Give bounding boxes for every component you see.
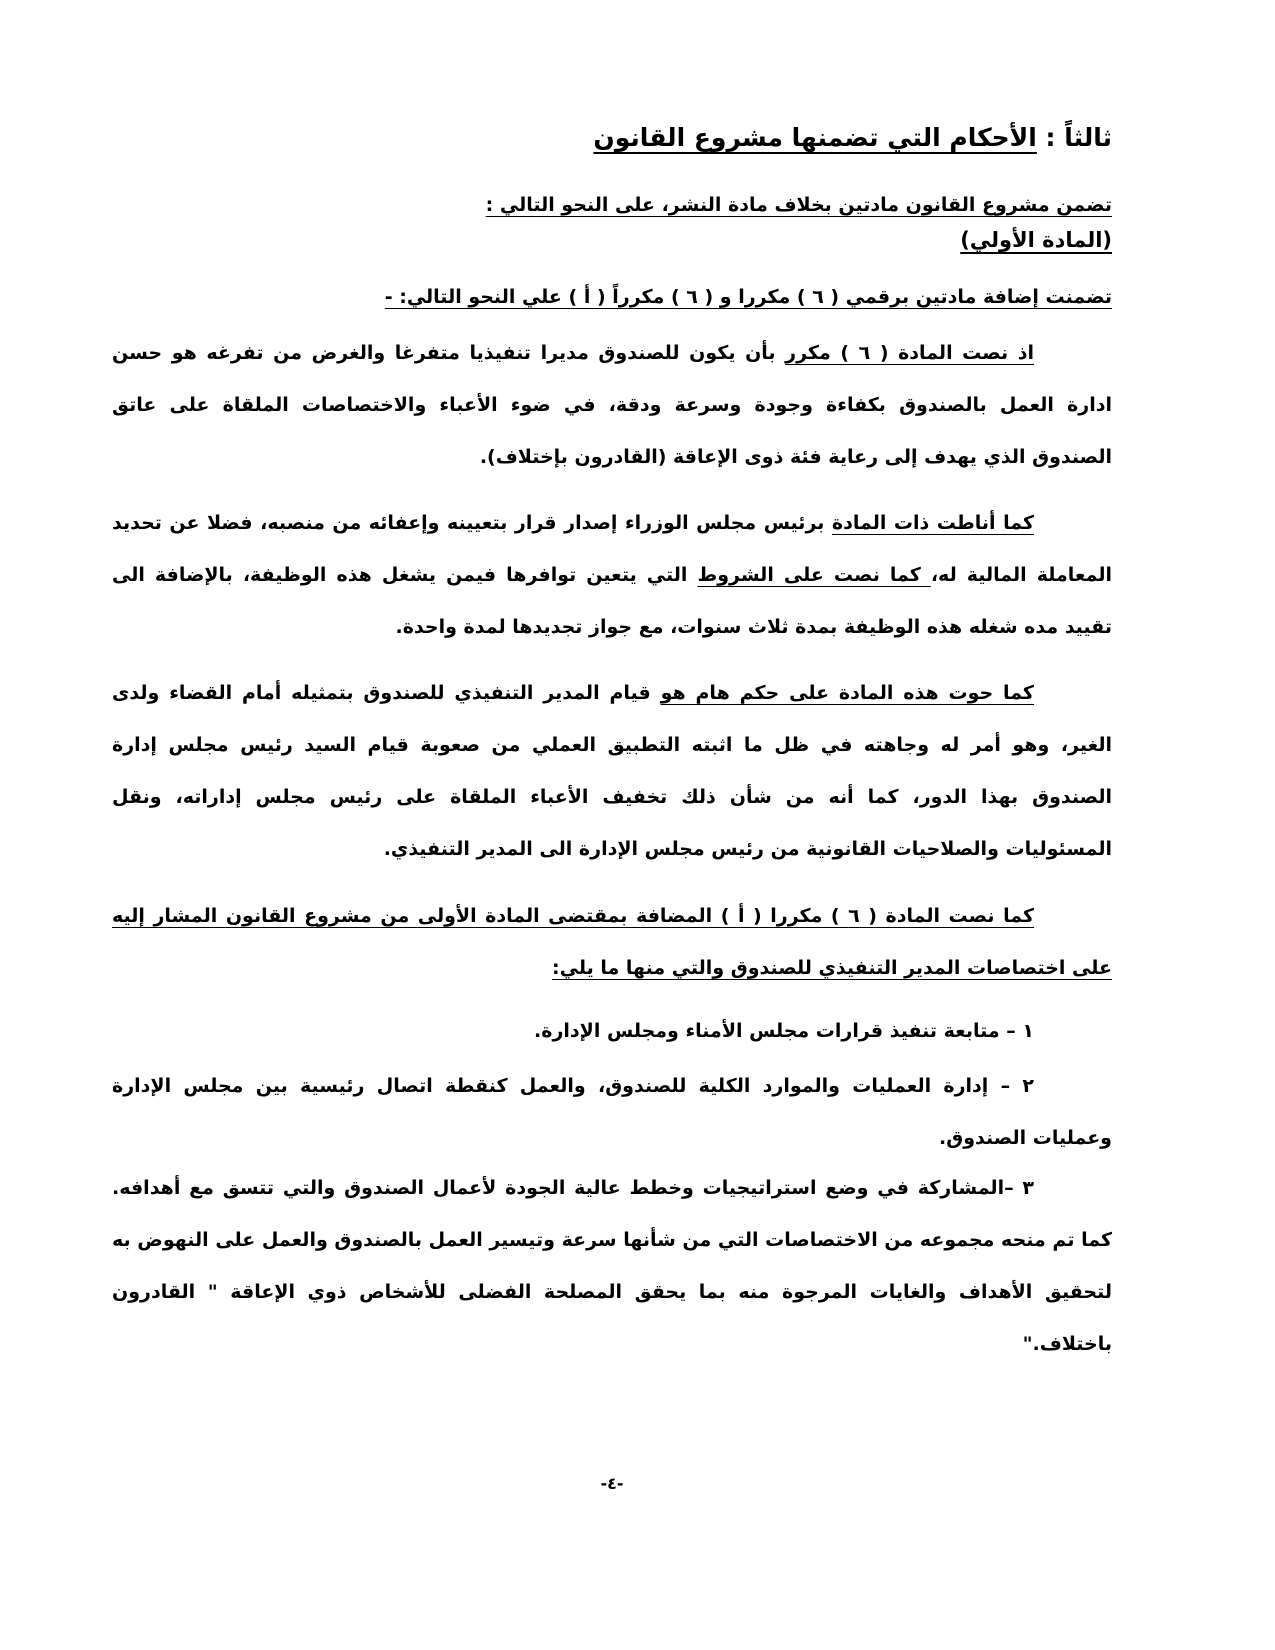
paragraph-2-lead: كما أناطت ذات المادة xyxy=(831,512,1035,534)
paragraph-4-text: كما نصت المادة ( ٦ ) مكررا ( أ ) المضافة بمقتضى المادة الأولى من مشروع القانون المشار إليه على اختصاصات المدير التنفيذي للصندوق والتي منها ما يلي: xyxy=(112,905,1112,979)
document-page xyxy=(112,0,1112,1650)
paragraph-4 xyxy=(112,890,1112,994)
paragraph-2-text-2: التي يتعين توافرها فيمن يشغل هذه الوظيفة، بالإضافة الى تقييد مده شغله هذه الوظيفة بمدة ثلاث سنوات، مع جواز تجديدها لمدة واحدة. xyxy=(112,564,1112,638)
list-item-text: ١ – متابعة تنفيذ قرارات مجلس الأمناء ومجلس الإدارة. xyxy=(534,1020,1034,1042)
intro-heading: تضمن مشروع القانون مادتين بخلاف مادة النشر، على النحو التالي : xyxy=(485,194,1112,216)
list-item xyxy=(112,1060,1112,1164)
list-item-text: ٣ –المشاركة في وضع استراتيجيات وخطط عالية الجودة لأعمال الصندوق والتي تتسق مع أهدافه. كما تم منحه مجموعه من الاختصاصات التي من شأنها سرعة وتيسير العمل بالصندوق والعمل على النهوض به لتحقيق الأهداف والغايات المرجوة منه بما يحقق المصلحة الفضلى للأشخاص ذوي الإعاقة " القادرون باختلاف." xyxy=(112,1177,1112,1355)
list-item xyxy=(112,1005,1112,1057)
paragraph-1-lead: اذ نصت المادة ( ٦ ) مكرر xyxy=(785,342,1035,364)
included-heading: تضمنت إضافة مادتين برقمي ( ٦ ) مكررا و ( ٦ ) مكرراً ( أ ) علي النحو التالي: - xyxy=(384,286,1112,308)
paragraph-3 xyxy=(112,667,1112,875)
section-number: ثالثاً : xyxy=(1036,123,1112,152)
section-title-text: الأحكام التي تضمنها مشروع القانون xyxy=(593,123,1037,152)
article-heading: (المادة الأولي) xyxy=(960,228,1112,252)
paragraph-3-text: قيام المدير التنفيذي للصندوق بتمثيله أمام القضاء ولدى الغير، وهو أمر له وجاهته في ظل ما اثبته التطبيق العملي من صعوبة قيام السيد رئيس مجلس إدارة الصندوق بهذا الدور، كما أنه من شأن ذلك تخفيف الأعباء الملقاة على رئيس مجلس إداراته، ونقل المسئوليات والصلاحيات القانونية من رئيس مجلس الإدارة الى المدير التنفيذي. xyxy=(112,682,1112,860)
page-number: -٤- xyxy=(600,1474,624,1493)
paragraph-2-lead-2: كما نصت على الشروط xyxy=(697,564,931,586)
paragraph-1-text: بأن يكون للصندوق مديرا تنفيذيا متفرغا والغرض من تفرغه هو حسن ادارة العمل بالصندوق بكفاءة وجودة وسرعة ودقة، في ضوء الأعباء والاختصاصات الملقاة على عاتق الصندوق الذي يهدف إلى رعاية فئة ذوى الإعاقة (القادرون بإختلاف). xyxy=(112,342,1112,468)
paragraph-3-lead: كما حوت هذه المادة على حكم هام هو xyxy=(660,682,1034,704)
list-item-text: ٢ – إدارة العمليات والموارد الكلية للصندوق، والعمل كنقطة اتصال رئيسية بين مجلس الإدارة وعمليات الصندوق. xyxy=(112,1075,1112,1149)
list-item xyxy=(112,1162,1112,1370)
paragraph-1 xyxy=(112,327,1112,483)
paragraph-2-text-1: برئيس مجلس الوزراء إصدار قرار بتعيينه وإعفائه من منصبه، فضلا عن تحديد المعاملة المالية له، xyxy=(112,512,1112,586)
section-title xyxy=(593,118,1112,158)
paragraph-2 xyxy=(112,497,1112,653)
